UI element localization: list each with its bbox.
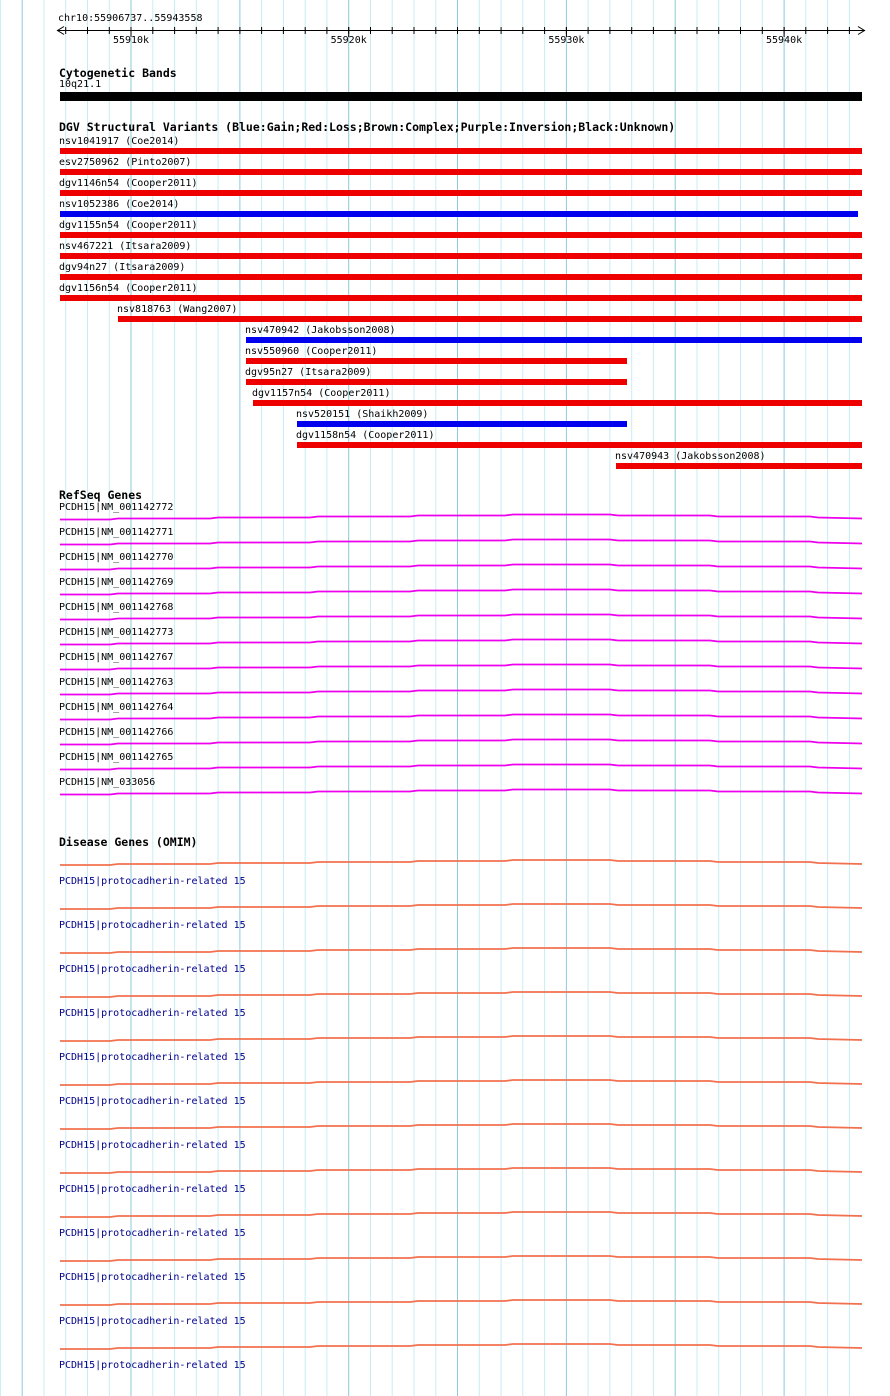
transcript-line[interactable]	[60, 715, 862, 720]
tick-label: 55910k	[112, 35, 150, 46]
disease-gene-line[interactable]	[60, 948, 862, 953]
variant-bar[interactable]	[60, 148, 862, 154]
variant-label[interactable]: dgv94n27 (Itsara2009)	[59, 262, 186, 273]
variant-bar[interactable]	[60, 274, 862, 280]
transcript-line[interactable]	[60, 615, 862, 620]
disease-gene-line[interactable]	[60, 992, 862, 997]
transcript-line[interactable]	[60, 765, 862, 770]
transcript-line[interactable]	[60, 565, 862, 570]
disease-gene-label[interactable]: PCDH15|protocadherin-related 15	[59, 1228, 246, 1239]
transcript-label[interactable]: PCDH15|NM_033056	[59, 777, 156, 788]
transcript-label[interactable]: PCDH15|NM_001142771	[59, 527, 174, 538]
variant-label[interactable]: dgv1155n54 (Cooper2011)	[59, 220, 198, 231]
disease-gene-label[interactable]: PCDH15|protocadherin-related 15	[59, 1316, 246, 1327]
cytogenetic-header: Cytogenetic Bands	[59, 66, 177, 80]
variant-bar[interactable]	[246, 379, 627, 385]
disease-gene-label[interactable]: PCDH15|protocadherin-related 15	[59, 1052, 246, 1063]
disease-gene-line[interactable]	[60, 1036, 862, 1041]
variant-label[interactable]: nsv550960 (Cooper2011)	[245, 346, 378, 357]
variant-label[interactable]: dgv95n27 (Itsara2009)	[245, 367, 372, 378]
disease-gene-label[interactable]: PCDH15|protocadherin-related 15	[59, 964, 246, 975]
disease-gene-line[interactable]	[60, 1168, 862, 1173]
dgv-header: DGV Structural Variants (Blue:Gain;Red:Loss;Brown:Complex;Purple:Inversion;Black:Unknown)	[59, 120, 676, 134]
disease-gene-label[interactable]: PCDH15|protocadherin-related 15	[59, 1008, 246, 1019]
disease-gene-label[interactable]: PCDH15|protocadherin-related 15	[59, 1184, 246, 1195]
disease-gene-label[interactable]: PCDH15|protocadherin-related 15	[59, 1140, 246, 1151]
transcript-label[interactable]: PCDH15|NM_001142773	[59, 627, 174, 638]
transcript-line[interactable]	[60, 790, 862, 795]
transcript-label[interactable]: PCDH15|NM_001142772	[59, 502, 174, 513]
variant-bar[interactable]	[60, 295, 862, 301]
variant-bar[interactable]	[60, 190, 862, 196]
transcript-line[interactable]	[60, 740, 862, 745]
omim-header: Disease Genes (OMIM)	[59, 835, 198, 849]
disease-gene-label[interactable]: PCDH15|protocadherin-related 15	[59, 920, 246, 931]
tick-label: 55920k	[330, 35, 367, 46]
ruler-axis	[0, 0, 890, 60]
disease-gene-line[interactable]	[60, 1344, 862, 1349]
disease-gene-line[interactable]	[60, 1300, 862, 1305]
disease-gene-label[interactable]: PCDH15|protocadherin-related 15	[59, 1096, 246, 1107]
transcript-label[interactable]: PCDH15|NM_001142768	[59, 602, 174, 613]
variant-label[interactable]: dgv1156n54 (Cooper2011)	[59, 283, 198, 294]
variant-label[interactable]: nsv520151 (Shaikh2009)	[296, 409, 429, 420]
variant-label[interactable]: nsv1041917 (Coe2014)	[59, 136, 180, 147]
disease-gene-line[interactable]	[60, 860, 862, 865]
cytoband-name: 10q21.1	[59, 79, 102, 90]
cytoband-bar	[60, 92, 862, 101]
disease-gene-label[interactable]: PCDH15|protocadherin-related 15	[59, 1272, 246, 1283]
transcript-line[interactable]	[60, 640, 862, 645]
transcript-line[interactable]	[60, 515, 862, 520]
variant-label[interactable]: nsv818763 (Wang2007)	[117, 304, 238, 315]
variant-bar[interactable]	[60, 169, 862, 175]
transcript-label[interactable]: PCDH15|NM_001142769	[59, 577, 174, 588]
disease-gene-label[interactable]: PCDH15|protocadherin-related 15	[59, 1360, 246, 1371]
variant-label[interactable]: esv2750962 (Pinto2007)	[59, 157, 192, 168]
variant-label[interactable]: nsv1052386 (Coe2014)	[59, 199, 180, 210]
disease-gene-line[interactable]	[60, 1080, 862, 1085]
tick-label: 55940k	[765, 35, 803, 46]
transcript-label[interactable]: PCDH15|NM_001142765	[59, 752, 174, 763]
variant-bar[interactable]	[246, 358, 627, 364]
transcript-line[interactable]	[60, 590, 862, 595]
tick-label: 55930k	[548, 35, 585, 46]
transcript-line[interactable]	[60, 690, 862, 695]
variant-label[interactable]: nsv470942 (Jakobsson2008)	[245, 325, 396, 336]
disease-gene-label[interactable]: PCDH15|protocadherin-related 15	[59, 876, 246, 887]
disease-gene-line[interactable]	[60, 1212, 862, 1217]
disease-gene-line[interactable]	[60, 1256, 862, 1261]
transcript-label[interactable]: PCDH15|NM_001142767	[59, 652, 174, 663]
variant-bar[interactable]	[253, 400, 862, 406]
transcript-label[interactable]: PCDH15|NM_001142763	[59, 677, 174, 688]
variant-bar[interactable]	[60, 211, 858, 217]
disease-gene-line[interactable]	[60, 1124, 862, 1129]
variant-label[interactable]: nsv470943 (Jakobsson2008)	[615, 451, 766, 462]
variant-bar[interactable]	[246, 337, 862, 343]
variant-label[interactable]: nsv467221 (Itsara2009)	[59, 241, 192, 252]
transcript-line[interactable]	[60, 665, 862, 670]
variant-bar[interactable]	[297, 442, 862, 448]
variant-label[interactable]: dgv1158n54 (Cooper2011)	[296, 430, 435, 441]
variant-bar[interactable]	[118, 316, 862, 322]
variant-bar[interactable]	[60, 253, 862, 259]
transcript-label[interactable]: PCDH15|NM_001142764	[59, 702, 174, 713]
transcript-label[interactable]: PCDH15|NM_001142770	[59, 552, 174, 563]
region-title: chr10:55906737..55943558	[58, 13, 203, 24]
disease-gene-line[interactable]	[60, 904, 862, 909]
variant-label[interactable]: dgv1146n54 (Cooper2011)	[59, 178, 198, 189]
variant-bar[interactable]	[60, 232, 862, 238]
transcript-line[interactable]	[60, 540, 862, 545]
variant-label[interactable]: dgv1157n54 (Cooper2011)	[252, 388, 391, 399]
variant-bar[interactable]	[616, 463, 862, 469]
variant-bar[interactable]	[297, 421, 627, 427]
transcript-label[interactable]: PCDH15|NM_001142766	[59, 727, 174, 738]
refseq-header: RefSeq Genes	[59, 488, 143, 502]
